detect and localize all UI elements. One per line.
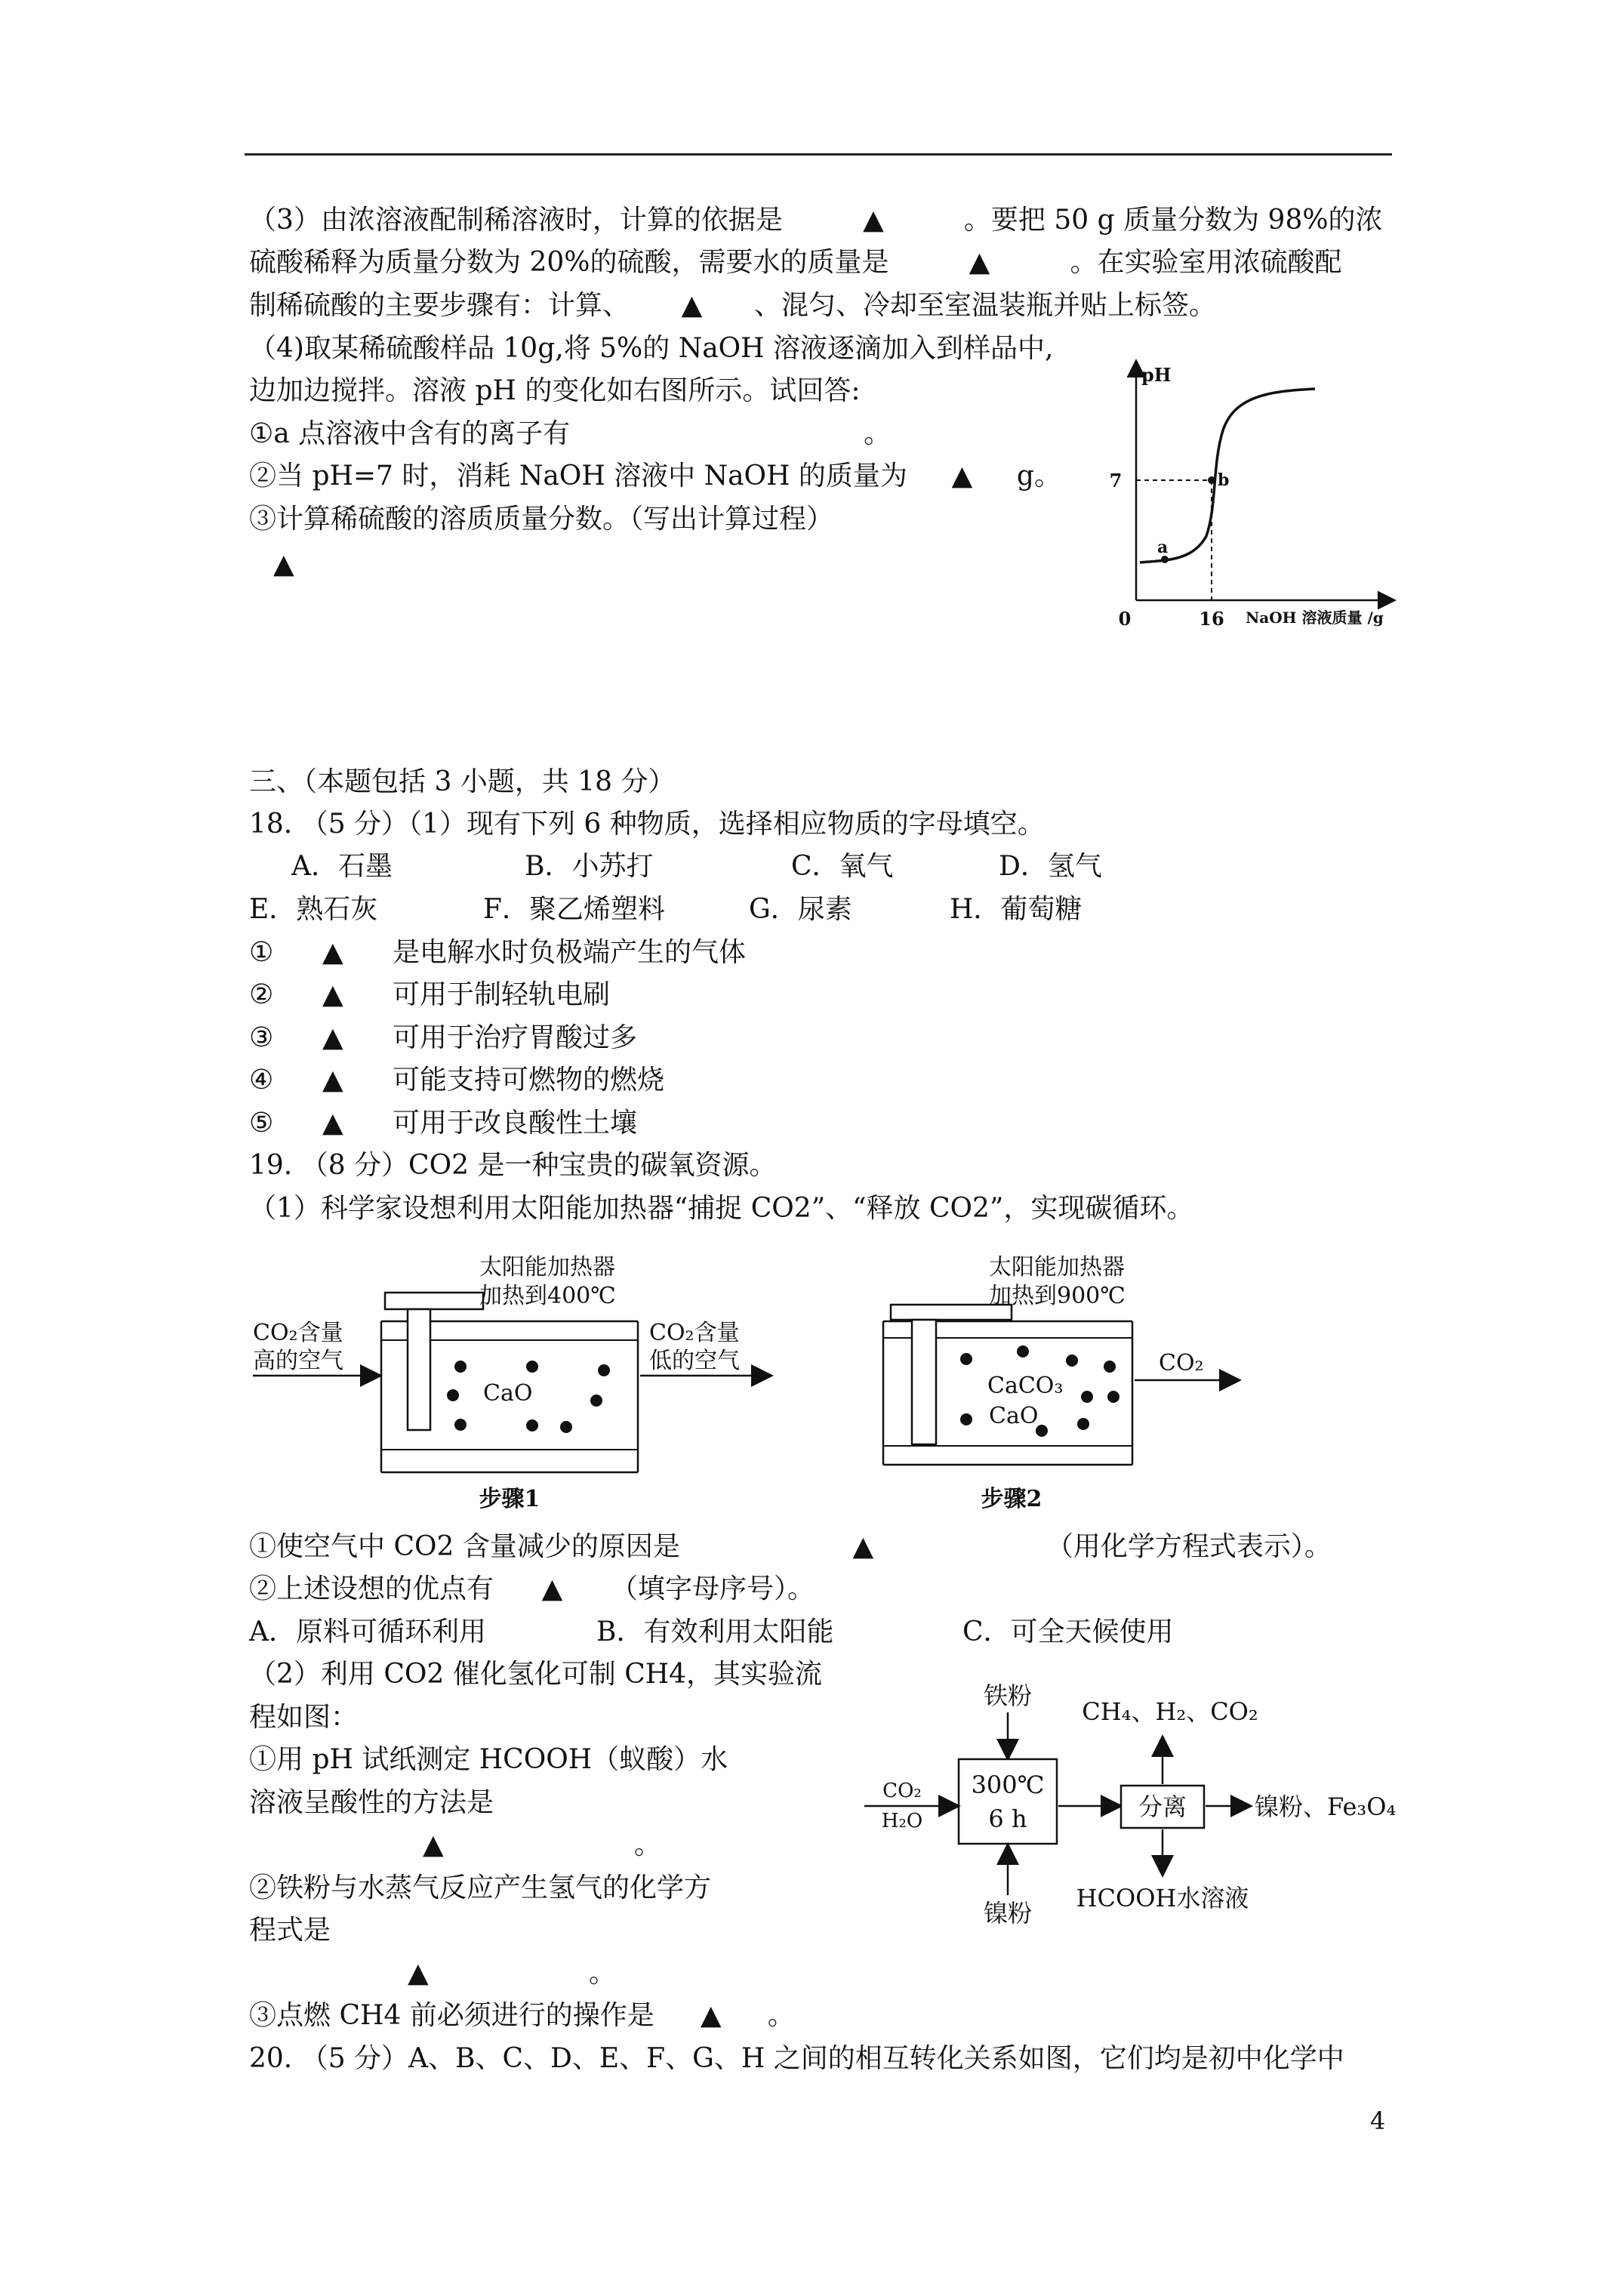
q18-item3-num: ③ [249,1022,274,1053]
answer-blank: ▲ [408,1958,429,1989]
q17-p4-q2: ②当 pH=7 时，消耗 NaOH 溶液中 NaOH 的质量为 ▲ g。 [249,461,1061,492]
q19-p2-line4: 溶液呈酸性的方法是 [249,1787,494,1818]
answer-blank: ▲ [969,247,990,278]
flow-iron-label: 铁粉 [983,1681,1033,1710]
q18-item1-num: ① [249,937,274,968]
answer-blank: ▲ [322,1065,343,1096]
step2-output-label: CO₂ [1159,1350,1204,1376]
point-a-label: a [1157,538,1169,557]
option-e: E．熟石灰 [249,894,378,925]
q19-opt-b: B．有效利用太阳能 [596,1616,834,1647]
option-f: F．聚乙烯塑料 [483,894,665,925]
step1-output-line1: CO₂含量 [649,1320,740,1346]
step2-temp-label: 加热到900℃ [989,1283,1126,1309]
x-tick-16: 16 [1199,608,1224,630]
answer-blank: ▲ [322,937,343,968]
answer-blank: ▲ [951,461,973,492]
flow-out-right: 镍粉、Fe₃O₄ [1255,1792,1397,1821]
q19-p2-line6: ②铁粉与水蒸气反应产生氢气的化学方 [249,1872,712,1903]
q18-item4-num: ④ [249,1065,274,1096]
answer-blank: ▲ [273,549,294,580]
q20-line1: 20. （5 分）A、B、C、D、E、F、G、H 之间的相互转化关系如图，它们均是初中化学中 [249,2043,1344,2074]
q19-line2: （1）科学家设想利用太阳能加热器“捕捉 CO2”、“释放 CO2”，实现碳循环。 [249,1193,1194,1224]
q19-opt-a: A．原料可循环利用 [249,1616,486,1647]
q19-s2: ②上述设想的优点有 ▲ （填字母序号）。 [249,1573,815,1604]
step1-heater-label: 太阳能加热器 [479,1254,615,1281]
step1-caption: 步骤1 [479,1486,540,1512]
q18-item3-text: 可用于治疗胃酸过多 [393,1022,638,1053]
q18-item2-num: ② [249,979,274,1010]
q18-item5-num: ⑤ [249,1108,274,1139]
answer-blank: ▲ [681,290,703,321]
ph-chart [1087,347,1404,649]
q17-p4-line1: （4)取某稀硫酸样品 10g,将 5%的 NaOH 溶液逐滴加入到样品中, [249,333,1054,364]
option-a: A．石墨 [291,851,393,882]
q19-line1: 19. （8 分）CO2 是一种宝贵的碳氧资源。 [249,1150,777,1181]
flow-in-co2: CO₂ [882,1780,922,1802]
answer-blank: ▲ [852,1531,874,1562]
q18-item1-text: 是电解水时负极端产生的气体 [393,937,747,968]
q19-p2-line2: 程如图： [249,1702,359,1733]
answer-blank: ▲ [322,1022,343,1053]
q17-p4-line2: 边加边搅拌。溶液 pH 的变化如右图所示。试回答: [249,375,861,406]
flow-out-bottom: HCOOH水溶液 [1076,1884,1249,1912]
option-d: D．氢气 [999,851,1102,882]
q17-p3-line2: 硫酸稀释为质量分数为 20%的硫酸，需要水的质量是 ▲ 。在实验室用浓硫酸配 [249,247,1342,278]
y-axis-label: pH [1141,364,1172,386]
answer-blank: ▲ [322,1108,343,1139]
q19-p2-line9: ③点燃 CH4 前必须进行的操作是 ▲ 。 [249,2000,795,2031]
step2-caption: 步骤2 [981,1486,1042,1512]
flow-products-top: CH₄、H₂、CO₂ [1082,1697,1258,1726]
q19-p2-line8-end: 。 [589,1958,617,1989]
capture-release-diagram [242,1246,1283,1518]
answer-blank: ▲ [541,1573,563,1604]
y-tick-7: 7 [1109,470,1123,492]
point-b-label: b [1218,470,1230,490]
flow-separate-label: 分离 [1138,1792,1187,1821]
page-number: 4 [1370,2106,1386,2135]
option-c: C．氧气 [791,851,894,882]
q17-p3-line3: 制稀硫酸的主要步骤有：计算、 ▲ 、混匀、冷却至室温装瓶并贴上标签。 [249,290,1217,321]
q19-s1: ①使空气中 CO2 含量减少的原因是 ▲ （用化学方程式表示）。 [249,1531,1332,1562]
option-g: G．尿素 [749,894,852,925]
option-h: H．葡萄糖 [950,894,1083,925]
step2-heater-label: 太阳能加热器 [989,1254,1125,1281]
step2-cao: CaO [989,1403,1039,1429]
x-tick-0: 0 [1118,608,1132,630]
flow-nickel-label: 镍粉 [983,1899,1033,1925]
section3-header: 三、（本题包括 3 小题，共 18 分） [249,766,676,797]
q19-p2-line1: （2）利用 CO2 催化氢化可制 CH4，其实验流 [249,1659,823,1690]
x-axis-label: NaOH 溶液质量 /g [1246,609,1384,627]
point-b [1208,476,1215,484]
step1-temp-label: 加热到400℃ [479,1283,616,1309]
q18-item2-text: 可用于制轻轨电刷 [393,979,611,1010]
step1-cao: CaO [483,1380,533,1407]
answer-blank: ▲ [700,2000,722,2031]
answer-blank: ▲ [322,979,343,1010]
step1-output-line2: 低的空气 [649,1348,740,1374]
step2-caco3: CaCO₃ [987,1373,1064,1399]
q17-p4-q1: ①a 点溶液中含有的离子有 。 [249,418,892,449]
flow-diagram [861,1676,1434,1925]
q17-p3-line1: （3）由浓溶液配制稀溶液时，计算的依据是 ▲ 。要把 50 g 质量分数为 98%的浓 [249,205,1383,236]
q18-item4-text: 可能支持可燃物的燃烧 [393,1065,665,1096]
header-rule [245,153,1392,156]
flow-box-temp: 300℃ [971,1771,1045,1799]
option-b: B．小苏打 [525,851,654,882]
q17-p4-q3: ③计算稀硫酸的溶质质量分数。（写出计算过程） [249,504,834,535]
answer-blank: ▲ [423,1829,444,1860]
q19-opt-c: C．可全天候使用 [962,1616,1174,1647]
q19-p2-line7: 程式是 [249,1915,331,1946]
flow-in-h2o: H₂O [881,1810,923,1832]
q18-line1: 18. （5 分）（1）现有下列 6 种物质，选择相应物质的字母填空。 [249,809,1045,840]
q19-p2-line3: ①用 pH 试纸测定 HCOOH（蚁酸）水 [249,1744,728,1775]
answer-blank: ▲ [863,205,884,236]
q18-item5-text: 可用于改良酸性土壤 [393,1108,638,1139]
flow-box-time: 6 h [988,1804,1027,1833]
step1-input-line1: CO₂含量 [253,1320,343,1346]
q19-p2-line5-end: 。 [634,1829,662,1860]
step1-input-line2: 高的空气 [253,1348,343,1374]
